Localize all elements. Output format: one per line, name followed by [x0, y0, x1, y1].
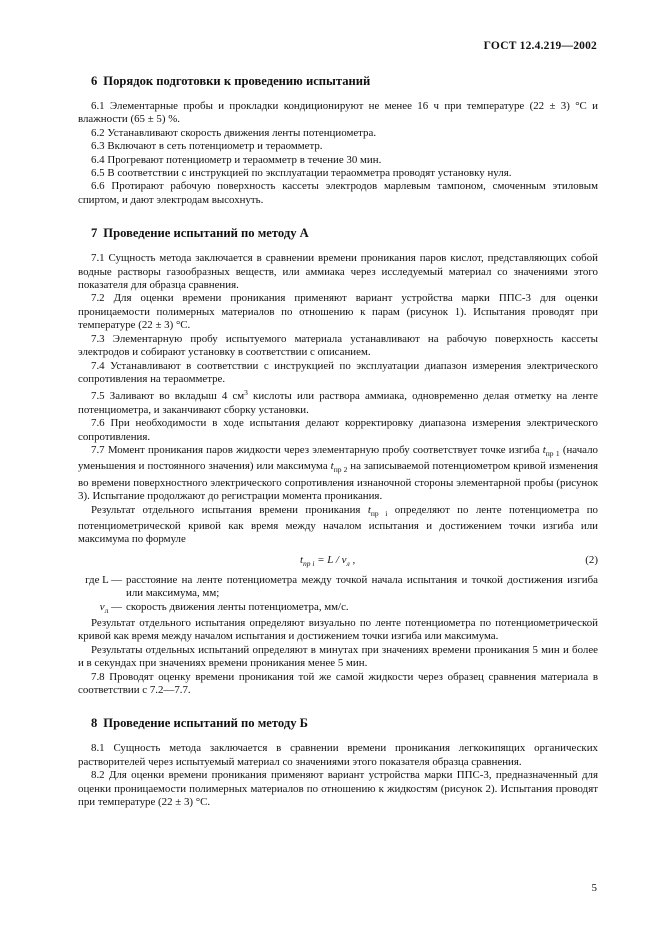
paragraph-6-5: 6.5 В соответствии с инструкцией по эксплуатации тераомметра проводят установку нуля.	[91, 167, 512, 180]
text-run: определяют по ленте потенциометра по потенциометрической кривой как время между началом испытания и достижением точки изгиба или максимума по формуле	[78, 503, 598, 546]
paragraph-7-8: 7.8 Проводят оценку времени проникания той же самой жидкости через образец сравнения материала в соответствии с 7.2—7.7.	[78, 670, 598, 697]
section-title: Порядок подготовки к проведению испытаний	[103, 74, 371, 88]
paragraph-6-1: 6.1 Элементарные пробы и прокладки кондиционируют не менее 16 ч при температуре (22 ± 3) °С и влажности (65 ± 5) %.	[78, 100, 598, 126]
symbol-t: t	[367, 503, 371, 516]
formula-number: (2)	[585, 553, 598, 566]
where-definition: расстояние на ленте потенциометра между точкой начала испытания и точкой достижения изгиба или максимума, мм;	[126, 573, 598, 600]
where-symbol	[78, 601, 126, 617]
section-7-heading	[78, 226, 598, 241]
subscript: л	[104, 605, 109, 615]
superscript: 3	[244, 388, 248, 398]
dash: —	[108, 600, 122, 613]
symbol-t: t	[542, 443, 546, 456]
text-run: (начало уменьшения и постоянного значения) или максимума	[78, 443, 598, 473]
text-run: кислоты или раствора аммиака, одновременно делая отметку на ленте потенциометра, и заканчивают сборку установки.	[78, 390, 598, 416]
section-8-heading	[78, 716, 598, 731]
result-paragraph-1	[78, 504, 598, 547]
section-6-heading	[78, 74, 598, 89]
paragraph-6-4: 6.4 Прогревают потенциометр и тераомметр в течение 30 мин.	[91, 153, 382, 166]
formula-2	[78, 550, 598, 572]
section-number: 6	[91, 74, 98, 88]
where-L	[78, 574, 598, 601]
paragraph-7-5	[78, 386, 598, 417]
paragraph-7-2: 7.2 Для оценки времени проникания применяют вариант устройства марки ППС-3 для оценки проницаемости полимерных материалов по отношению к парам (рисунок 1). Испытания проводят при температуре (22 ± 3) °С.	[78, 292, 598, 332]
subscript: л	[346, 558, 350, 568]
where-symbol: где L —	[85, 573, 122, 586]
result-paragraph-3: Результаты отдельных испытаний определяют в минутах при значениях времени проникания 5 мин и более и в секундах при значениях времени проникания менее 5 мин.	[78, 643, 598, 670]
paragraph-7-4: 7.4 Устанавливают в соответствии с инструкцией по эксплуатации диапазон измерения электрического сопротивления на тераомметре.	[78, 359, 598, 385]
section-number: 7	[91, 226, 98, 241]
subscript: пр i	[370, 508, 388, 518]
formula-expression	[300, 554, 355, 570]
subscript: пр 1	[545, 448, 560, 458]
where-v	[78, 601, 598, 617]
symbol-t: t	[330, 460, 334, 473]
paragraph-8-1: 8.1 Сущность метода заключается в сравнении времени проникания легкокипящих органических растворителей через испытуемый материал со значениями этого показателя образца сравнения.	[78, 742, 598, 768]
section-number: 8	[91, 716, 98, 731]
paragraph-6-3: 6.3 Включают в сеть потенциометр и тераомметр.	[91, 140, 323, 153]
text-run: 7.7 Момент проникания паров жидкости через элементарную пробу соответствует точке изгиба	[91, 443, 543, 456]
paragraph-7-3: 7.3 Элементарную пробу испытуемого материала устанавливают на рабочую поверхность кассеты электродов и собирают установку в соответствии с описанием.	[78, 332, 598, 359]
where-definition: скорость движения ленты потенциометра, мм/с.	[126, 600, 349, 613]
paragraph-7-1: 7.1 Сущность метода заключается в сравнении времени проникания паров кислот, представляющих собой водные растворы газообразных веществ, или аммиака через исследуемый материал со значениями этого показателя для образца сравнения.	[78, 252, 598, 292]
page-body	[78, 74, 598, 809]
text-run: на записываемой потенциометром кривой изменения во времени поверхностного электрического сопротивления изнаночной стороны элементарной пробы (рисунок 3). Испытание продолжают до регистрации момента проникания.	[78, 460, 598, 503]
formula-rhs: = L / v	[314, 553, 347, 566]
paragraph-6-2: 6.2 Устанавливают скорость движения ленты потенциометра.	[91, 126, 377, 139]
paragraph-7-7	[78, 444, 598, 504]
symbol-t: t	[300, 553, 304, 566]
text-run: Результат отдельного испытания времени проникания	[91, 503, 368, 516]
text-run: 7.5 Заливают во вкладыш 4 см	[91, 390, 245, 403]
paragraph-8-2: 8.2 Для оценки времени проникания применяют вариант устройства марки ППС-3, предназначенный для оценки проницаемости полимерных материалов по отношению к жидкостям (рисунок 2). Испытания проводят при температуре (22 ± 3) °С.	[78, 769, 598, 809]
subscript: пр i	[303, 558, 315, 568]
section-title: Проведение испытаний по методу Б	[103, 716, 308, 731]
page-number: 5	[591, 882, 597, 894]
symbol-v: v	[99, 600, 105, 613]
paragraph-6-6: 6.6 Протирают рабочую поверхность кассеты электродов марлевым тампоном, смоченным этиловым спиртом, и дают электродам высохнуть.	[78, 180, 598, 206]
paragraph-7-6: 7.6 При необходимости в ходе испытания делают корректировку диапазона измерения электрического сопротивления.	[78, 417, 598, 443]
result-paragraph-2: Результат отдельного испытания определяют визуально по ленте потенциометра по потенциометрической кривой как время между началом испытания и достижением точки изгиба или максимума.	[78, 617, 598, 643]
section-title: Проведение испытаний по методу А	[103, 226, 309, 241]
running-header: ГОСТ 12.4.219—2002	[483, 40, 597, 52]
formula-tail: ,	[349, 553, 356, 566]
subscript: пр 2	[333, 465, 348, 475]
